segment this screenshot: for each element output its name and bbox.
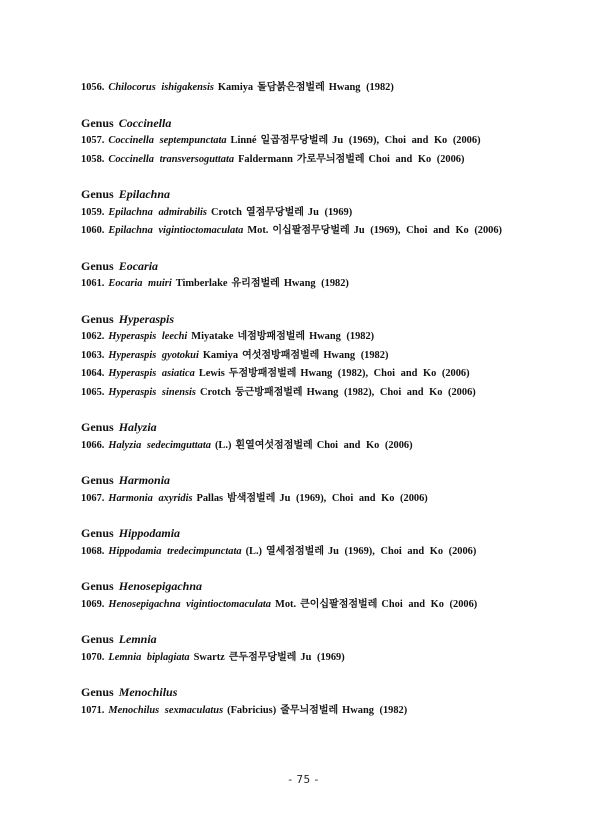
entry-number: 1069. [81,598,105,610]
species-entry [81,329,551,348]
korean-name: 돌담붉은점벌레 [257,82,325,93]
korean-name: 여섯점방패점벌레 [242,349,320,361]
entry-number: 1071. [81,704,105,716]
genus-name: Eocaria [118,258,159,273]
record-citations: Choi and Ko (2006) [316,439,413,451]
entry-number: 1067. [81,492,105,504]
species-name: Epilachna admirabilis [108,206,207,218]
author-name: Timberlake [175,278,228,289]
author-name: Mot. [247,225,269,236]
record-citations: Hwang (1982) [328,82,394,93]
genus-label: Genus [81,420,114,434]
species-name: Hyperaspis leechi [108,331,188,342]
entry-number: 1059. [81,206,105,218]
species-name: Hyperaspis asiatica [108,368,195,379]
korean-name: 줄무늬점벌레 [280,704,339,716]
genus-heading [81,525,551,544]
genus-heading [81,186,551,205]
page-number: - 75 - [288,774,319,786]
korean-name: 네점방패점벌레 [237,331,306,342]
author-name: Miyatake [191,331,234,342]
species-entry [81,80,551,99]
species-name: Hyperaspis gyotokui [108,349,199,361]
species-name: Harmonia axyridis [108,492,193,504]
genus-heading [81,115,551,134]
record-citations: Ju (1969) [300,651,345,663]
entry-number: 1058. [81,153,105,165]
korean-name: 가로무늬점벌레 [296,153,365,165]
record-citations: Hwang (1982) [283,278,349,289]
author-name: Pallas [196,492,224,504]
entry-number: 1062. [81,331,105,342]
author-name: Kamiya [202,349,239,361]
entry-number: 1060. [81,225,105,236]
author-name: (Fabricius) [227,704,277,716]
korean-name: 두점방패점벌레 [228,368,297,379]
species-name: Lemnia biplagiata [108,651,190,663]
species-entry [81,276,551,295]
entry-number: 1061. [81,278,105,289]
species-name: Henosepigachna vigintioctomaculata [108,598,272,610]
genus-label: Genus [81,115,114,130]
genus-name: Lemnia [118,632,157,646]
record-citations: Hwang (1982), Choi and Ko (2006) [300,368,470,379]
genus-name: Halyzia [118,420,157,434]
species-entry [81,223,551,242]
entry-number: 1056. [81,82,105,93]
author-name: (L.) [245,545,263,557]
species-name: Hyperaspis sinensis [108,386,196,398]
entry-number: 1065. [81,386,105,398]
record-citations: Choi and Ko (2006) [381,598,478,610]
species-entry [81,650,551,669]
genus-name: Henosepigachna [118,579,203,593]
species-name: Epilachna vigintioctomaculata [108,225,244,236]
species-entry [81,133,551,152]
species-entry [81,703,551,722]
record-citations: Ju (1969), Choi and Ko (2006) [279,492,428,504]
genus-name: Coccinella [118,115,172,130]
record-citations: Hwang (1982) [309,331,375,342]
record-citations: Ju (1969), Choi and Ko (2006) [327,545,477,557]
author-name: Faldermann [238,153,293,165]
species-entry [81,348,551,367]
species-entry [81,491,551,510]
species-name: Chilocorus ishigakensis [108,82,214,93]
species-entry [81,597,551,616]
genus-name: Menochilus [118,685,178,699]
entry-number: 1068. [81,545,105,557]
author-name: Crotch [210,206,242,218]
species-name: Hippodamia tredecimpunctata [108,545,242,557]
korean-name: 밤색점벌레 [227,492,276,504]
genus-label: Genus [81,311,114,326]
record-citations: Hwang (1982) [323,349,389,361]
author-name: Mot. [275,598,297,610]
record-citations: Ju (1969), Choi and Ko (2006) [353,225,503,236]
genus-heading [81,472,551,491]
species-entry [81,385,551,404]
korean-name: 열점무당벌레 [245,206,304,218]
author-name: Swartz [193,651,225,663]
species-name: Coccinella transversoguttata [108,153,235,165]
record-citations: Ju (1969) [307,206,353,218]
genus-label: Genus [81,473,114,487]
genus-label: Genus [81,258,114,273]
korean-name: 이십팔점무당벌레 [272,225,350,236]
author-name: Lewis [198,368,225,379]
genus-heading [81,311,551,330]
species-name: Halyzia sedecimguttata [108,439,211,451]
korean-name: 큰두점무당벌레 [228,651,297,663]
genus-name: Epilachna [118,187,171,201]
genus-label: Genus [81,685,114,699]
genus-heading [81,684,551,703]
genus-heading [81,631,551,650]
author-name: Crotch [199,386,231,398]
entry-number: 1057. [81,135,105,146]
species-list [81,80,551,721]
genus-label: Genus [81,632,114,646]
author-name: Linné [230,135,257,146]
korean-name: 큰이십팔점점벌레 [300,598,378,610]
korean-name: 흰열여섯점점벌레 [235,439,313,451]
species-entry [81,544,551,563]
record-citations: Ju (1969), Choi and Ko (2006) [332,135,481,146]
entry-number: 1063. [81,349,105,361]
genus-label: Genus [81,187,114,201]
korean-name: 일곱점무당벌레 [260,135,329,146]
entry-number: 1064. [81,368,105,379]
entry-number: 1066. [81,439,105,451]
entry-number: 1070. [81,651,105,663]
species-entry [81,205,551,224]
korean-name: 유리점벌레 [231,278,280,289]
genus-label: Genus [81,579,114,593]
record-citations: Hwang (1982) [342,704,408,716]
genus-heading [81,419,551,438]
korean-name: 열세점점벌레 [266,545,324,557]
genus-label: Genus [81,526,114,540]
species-name: Eocaria muiri [108,278,172,289]
genus-heading [81,578,551,597]
species-entry [81,152,551,171]
genus-name: Harmonia [118,473,171,487]
species-entry [81,438,551,457]
species-name: Coccinella septempunctata [108,135,227,146]
record-citations: Hwang (1982), Choi and Ko (2006) [306,386,476,398]
author-name: (L.) [214,439,232,451]
record-citations: Choi and Ko (2006) [368,153,465,165]
genus-heading [81,258,551,277]
genus-name: Hyperaspis [118,311,175,326]
species-entry [81,366,551,385]
author-name: Kamiya [217,82,254,93]
species-name: Menochilus sexmaculatus [108,704,224,716]
genus-name: Hippodamia [118,526,181,540]
korean-name: 둥근방패점벌레 [234,386,303,398]
